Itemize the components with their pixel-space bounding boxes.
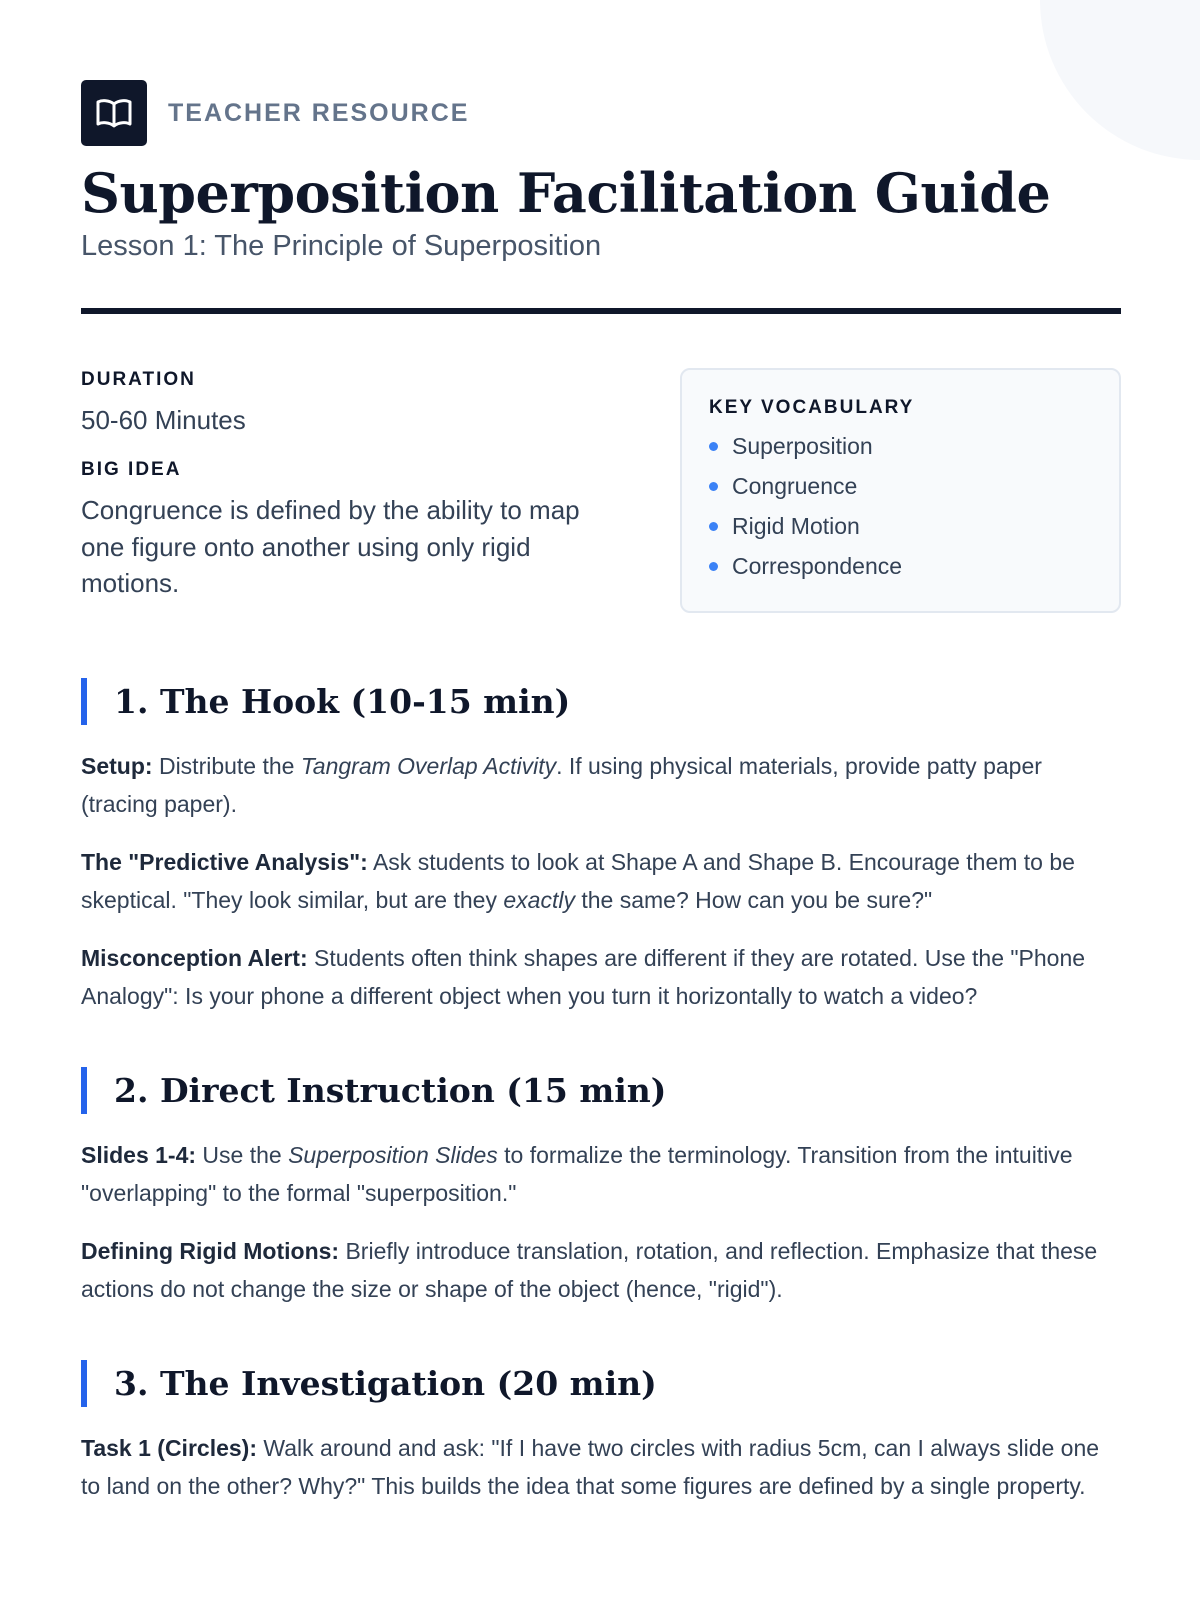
paragraph-label: Misconception Alert: bbox=[81, 945, 308, 971]
vocabulary-item: Rigid Motion bbox=[709, 506, 1092, 546]
paragraph-text: to formalize the terminology. Transition from the intuitive "overlapping" to the formal "superposition." bbox=[81, 1142, 1073, 1206]
paragraph-text: Distribute the bbox=[152, 753, 301, 779]
section-hook bbox=[81, 678, 1121, 1015]
section-title: 2. Direct Instruction (15 min) bbox=[114, 1071, 667, 1110]
paragraph bbox=[81, 939, 1121, 1015]
paragraph-text: the same? How can you be sure?" bbox=[574, 887, 933, 913]
section-accent-bar bbox=[81, 1067, 87, 1114]
paragraph-label: The "Predictive Analysis": bbox=[81, 849, 368, 875]
big-idea-value: Congruence is defined by the ability to map one figure onto another using only rigid motions. bbox=[81, 495, 580, 598]
paragraph-text: Use the bbox=[196, 1142, 289, 1168]
section-heading bbox=[81, 1360, 1121, 1407]
meta-info bbox=[81, 368, 581, 613]
paragraph-emphasis: Superposition Slides bbox=[288, 1142, 498, 1168]
section-investigation bbox=[81, 1360, 1121, 1505]
duration-label: DURATION bbox=[81, 369, 196, 390]
paragraph bbox=[81, 1136, 1121, 1212]
paragraph bbox=[81, 843, 1121, 919]
section-title: 3. The Investigation (20 min) bbox=[114, 1364, 657, 1403]
paragraph-label: Setup: bbox=[81, 753, 153, 779]
paragraph-label: Slides 1-4: bbox=[81, 1142, 197, 1168]
vocabulary-title: KEY VOCABULARY bbox=[709, 397, 915, 418]
paragraph-text: Students often think shapes are different if they are rotated. Use the "Phone Analogy": Is your phone a different object when you turn it horizontally to watch a video? bbox=[81, 945, 1086, 1009]
paragraph bbox=[81, 747, 1121, 823]
section-title: 1. The Hook (10-15 min) bbox=[114, 682, 571, 721]
vocabulary-item: Correspondence bbox=[709, 546, 1092, 586]
eyebrow-label: TEACHER RESOURCE bbox=[168, 98, 470, 127]
section-heading bbox=[81, 678, 1121, 725]
paragraph-text: Briefly introduce translation, rotation, and reflection. Emphasize that these actions do not change the size or shape of the object (hence, "rigid"). bbox=[81, 1238, 1098, 1302]
logo-badge bbox=[81, 80, 147, 146]
key-vocabulary-card bbox=[680, 368, 1121, 613]
big-idea-label: BIG IDEA bbox=[81, 459, 182, 480]
page-title: Superposition Facilitation Guide bbox=[81, 161, 1051, 225]
paragraph-emphasis: exactly bbox=[503, 887, 575, 913]
paragraph-text: Walk around and ask: "If I have two circles with radius 5cm, can I always slide one to land on the other? Why?" This builds the idea that some figures are defined by a single property. bbox=[81, 1435, 1100, 1499]
vocabulary-item: Congruence bbox=[709, 466, 1092, 506]
paragraph-label: Defining Rigid Motions: bbox=[81, 1238, 340, 1264]
paragraph-text: . If using physical materials, provide patty paper (tracing paper). bbox=[81, 753, 1042, 817]
document-page bbox=[81, 80, 1121, 1505]
paragraph-text: Ask students to look at Shape A and Shape B. Encourage them to be skeptical. "They look similar, but are they bbox=[81, 849, 1075, 913]
page-subtitle: Lesson 1: The Principle of Superposition bbox=[81, 230, 602, 262]
paragraph bbox=[81, 1429, 1121, 1505]
vocabulary-item: Superposition bbox=[709, 426, 1092, 466]
meta-row bbox=[81, 368, 1121, 613]
paragraph-emphasis: Tangram Overlap Activity bbox=[300, 753, 557, 779]
section-direct-instruction bbox=[81, 1067, 1121, 1308]
section-accent-bar bbox=[81, 1360, 87, 1407]
open-book-icon bbox=[95, 98, 133, 128]
paragraph bbox=[81, 1232, 1121, 1308]
title-divider bbox=[81, 308, 1121, 314]
paragraph-label: Task 1 (Circles): bbox=[81, 1435, 257, 1461]
section-accent-bar bbox=[81, 678, 87, 725]
section-heading bbox=[81, 1067, 1121, 1114]
vocabulary-list bbox=[709, 426, 1092, 586]
header-row bbox=[81, 80, 1121, 146]
duration-value: 50-60 Minutes bbox=[81, 405, 246, 435]
